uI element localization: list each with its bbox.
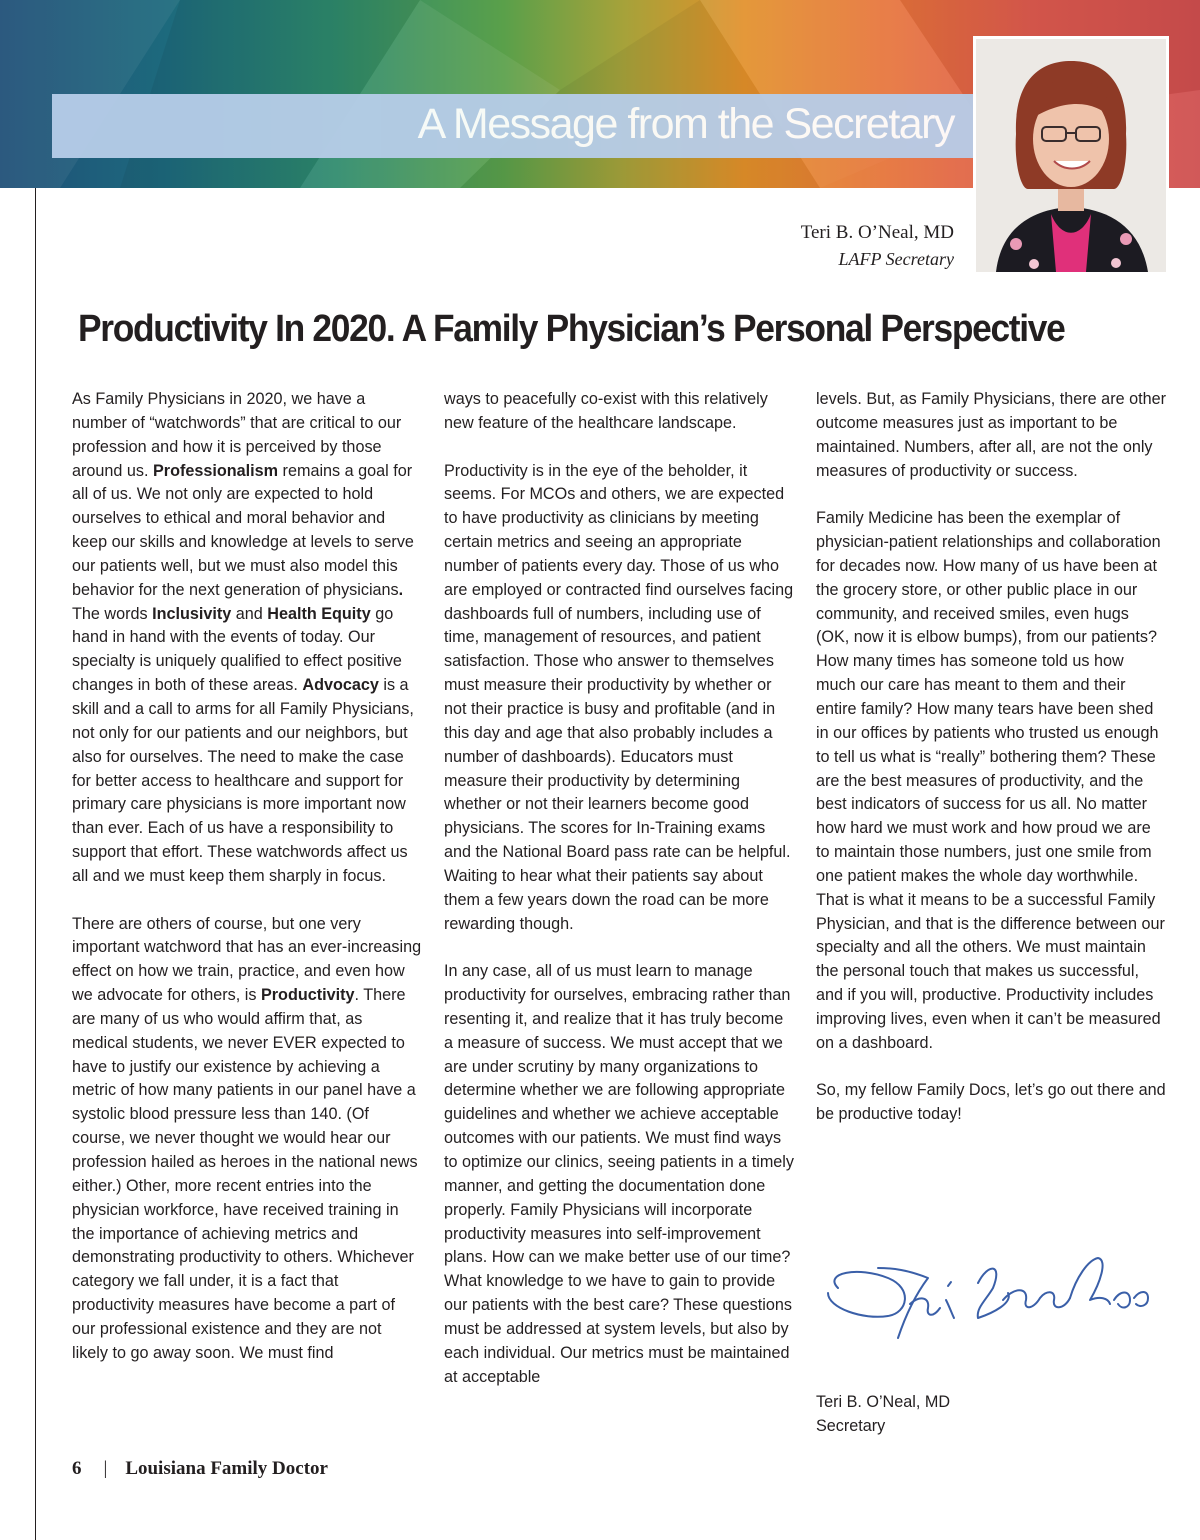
banner-title-bar xyxy=(52,94,974,158)
article-headline: Productivity In 2020. A Family Physician’s Personal Perspective xyxy=(78,308,1065,350)
handwritten-signature xyxy=(818,1238,1158,1353)
author-role: LAFP Secretary xyxy=(838,249,954,269)
paragraph: So, my fellow Family Docs, let’s go out there and be productive today! xyxy=(816,1081,1166,1124)
article-column-1 xyxy=(72,388,422,1389)
author-name: Teri B. O’Neal, MD xyxy=(800,222,954,243)
keyword-professionalism: Professionalism xyxy=(153,461,279,480)
paragraph: There are others of course, but one very important watchword that has an ever-increasing effect on how we train, practice, and even how we advocate for others, is Productivity. There are many of us who would affirm that, as medical students, we never EVER expected to have to justify our existence by achieving a metric of how many patients in our panel have a systolic blood pressure less than 140. (Of course, we never thought we would hear our profession hailed as heroes in the national news either.) Other, more recent entries into the physician workforce, have received training in the importance of achieving metrics and demonstrating productivity to others. Whichever category we fall under, it is a fact that productivity measures have become a part of our professional existence and they are not likely to go away soon. We must find xyxy=(72,914,422,1362)
paragraph: Productivity is in the eye of the beholder, it seems. For MCOs and others, we are expected to have productivity as clinicians by meeting certain metrics and seeing an appropriate number of patients every day. Those of us who are employed or contracted find ourselves facing dashboards full of numbers, including use of time, management of resources, and patient satisfaction. Those who answer to themselves must measure their productivity by whether or not their practice is busy and profitable (and in this day and age that also probably includes a number of dashboards). Educators must measure their productivity by determining whether or not their learners become good physicians. The scores for In-Training exams and the National Board pass rate can be helpful. Waiting to hear what their patients say about them a few years down the road can be more rewarding though. xyxy=(444,461,794,933)
page-number: 6 xyxy=(72,1458,82,1479)
signoff-title: Secretary xyxy=(816,1416,886,1435)
keyword-inclusivity: Inclusivity xyxy=(152,604,232,623)
paragraph: In any case, all of us must learn to manage productivity for ourselves, embracing rather than resenting it, and realize that it has truly become a measure of success. We must accept that we are under scrutiny by many organizations to determine whether we are following appropriate guidelines and whether we achieve acceptable outcomes with our patients. We must find ways to optimize our clinics, seeing patients in a timely manner, and getting the documentation done properly. Family Physicians will incorporate productivity measures into self-improvement plans. How can we make better use of our time? What knowledge to we have to gain to provide our patients with the best care? These questions must be addressed at system levels, but also by each individual. Our metrics must be maintained at acceptable xyxy=(444,962,794,1386)
keyword-advocacy: Advocacy xyxy=(302,676,379,695)
page-footer xyxy=(72,1458,328,1480)
keyword-health-equity: Health Equity xyxy=(267,604,371,623)
author-portrait-photo xyxy=(973,36,1169,275)
banner-title: A Message from the Secretary xyxy=(417,100,954,148)
signoff-name: Teri B. O’Neal, MD xyxy=(816,1393,951,1411)
publication-name: Louisiana Family Doctor xyxy=(125,1458,328,1479)
footer-separator: | xyxy=(103,1458,108,1479)
author-byline xyxy=(801,220,954,272)
paragraph: ways to peacefully co-exist with this relatively new feature of the healthcare landscape. xyxy=(444,390,768,432)
signoff-block xyxy=(816,1391,950,1439)
paragraph: Family Medicine has been the exemplar of physician-patient relationships and collaboration for decades now. How many of us have been at the grocery store, or other public place in our community, and received smiles, even hugs (OK, now it is elbow bumps), from our patients? How many times has someone told us how much our care has meant to them and their entire family? How many tears have been shed in our offices by patients who trusted us enough to tell us what is “really” bothering them? These are the best measures of productivity, and the best indicators of success for us all. No matter how hard we must work and how proud we are to maintain those numbers, just one smile from one patient makes the whole day worthwhile. That is what it means to be a successful Family Physician, and that is the difference between our specialty and all the others. We must maintain the personal touch that makes us successful, and if you will, productive. Productivity includes improving lives, even when it can’t be measured on a dashboard. xyxy=(816,509,1165,1052)
article-column-2 xyxy=(444,388,794,1413)
keyword-productivity: Productivity xyxy=(260,986,355,1005)
paragraph: levels. But, as Family Physicians, there are other outcome measures just as important to be maintained. Numbers, after all, are not the only measures of productivity or success. xyxy=(816,390,1166,480)
article-column-3 xyxy=(816,388,1166,1151)
left-margin-rule xyxy=(35,188,36,1540)
paragraph: As Family Physicians in 2020, we have a number of “watchwords” that are critical to our profession and how it is perceived by those around us. Professionalism remains a goal for all of us. We not only are expected to hold ourselves to ethical and moral behavior and keep our skills and knowledge at levels to serve our patients well, but we must also model this behavior for the next generation of physicians. The words Inclusivity and Health Equity go hand in hand with the events of today. Our specialty is uniquely qualified to effect positive changes in both of these areas. Advocacy is a skill and a call to arms for all Family Physicians, not only for our patients and our neighbors, but also for ourselves. The need to make the case for better access to healthcare and support for primary care physicians is more important now than ever. Each of us have a responsibility to support that effort. These watchwords affect us all and we must keep them sharply in focus. xyxy=(72,390,414,885)
